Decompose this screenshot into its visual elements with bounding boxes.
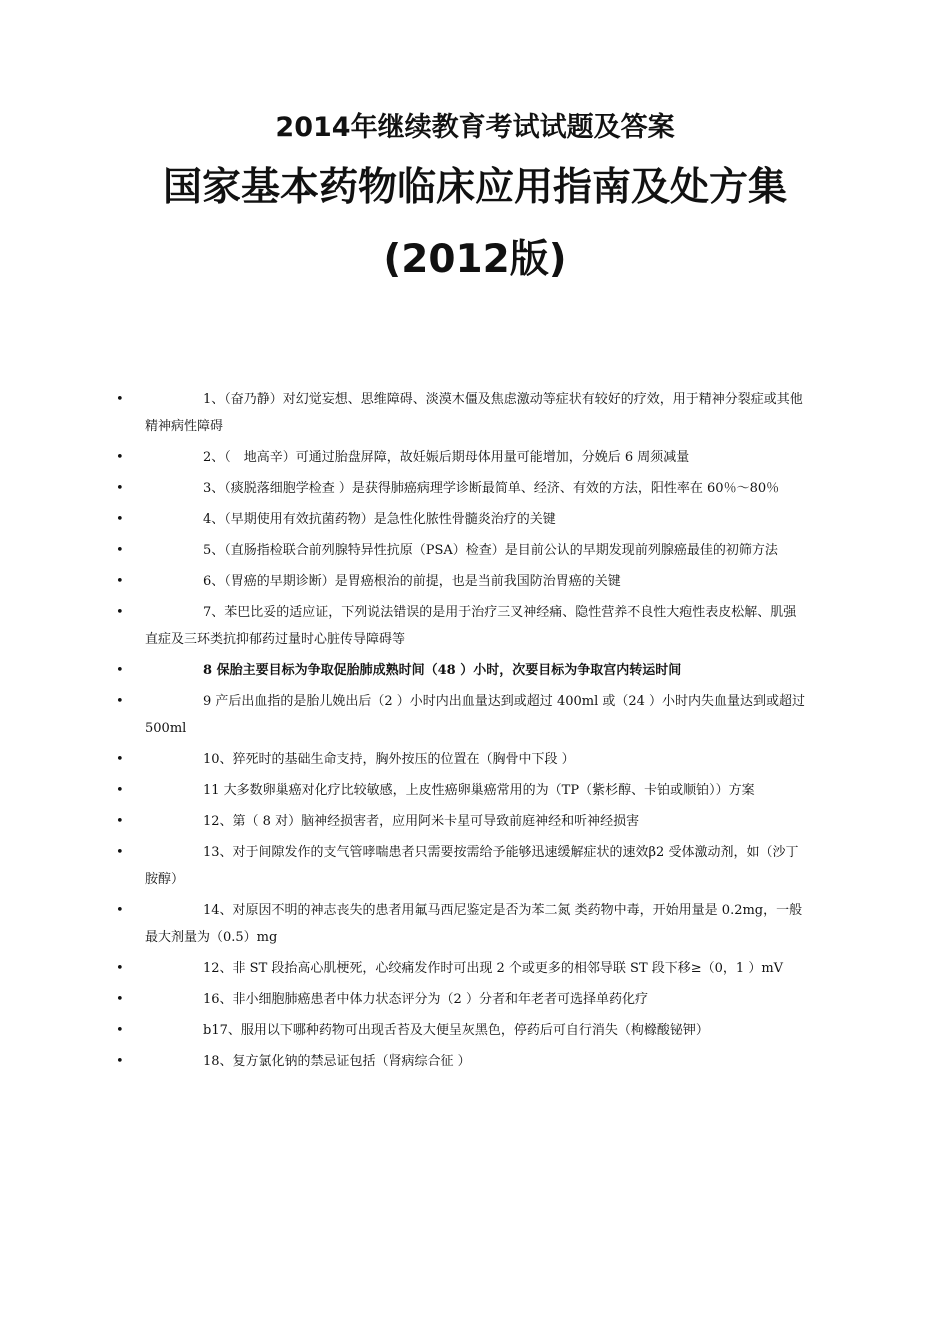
bullet-icon: • bbox=[116, 605, 124, 620]
exam-title: 2014年继续教育考试试题及答案 bbox=[275, 112, 675, 143]
list-item bbox=[0, 386, 950, 440]
bullet-icon: • bbox=[116, 512, 124, 527]
bullet-icon: • bbox=[116, 574, 124, 589]
question-text: 3、（痰脱落细胞学检查 ）是获得肺癌病理学诊断最简单、经济、有效的方法，阳性率在 60％～80％ bbox=[203, 481, 780, 496]
list-item bbox=[0, 568, 950, 595]
question-text: 5、（直肠指检联合前列腺特异性抗原（PSA）检查）是目前公认的早期发现前列腺癌最佳的初筛方法 bbox=[203, 543, 778, 558]
bullet-icon: • bbox=[116, 814, 124, 829]
question-list bbox=[0, 386, 950, 1079]
list-item bbox=[0, 657, 950, 684]
list-item bbox=[0, 808, 950, 835]
bullet-icon: • bbox=[116, 1054, 124, 1069]
bullet-icon: • bbox=[116, 543, 124, 558]
list-item bbox=[0, 955, 950, 982]
question-text: 13、对于间隙发作的支气管哮喘患者只需要按需给予能够迅速缓解症状的速效β2 受体激动剂，如（沙丁胺醇） bbox=[145, 845, 799, 887]
question-text: 16、非小细胞肺癌患者中体力状态评分为（2 ）分者和年老者可选择单药化疗 bbox=[203, 992, 648, 1007]
list-item bbox=[0, 746, 950, 773]
question-text: 18、复方氯化钠的禁忌证包括（肾病综合征 ） bbox=[203, 1054, 471, 1069]
list-item bbox=[0, 897, 950, 951]
bullet-icon: • bbox=[116, 845, 124, 860]
document-header bbox=[0, 108, 950, 296]
question-text: 14、对原因不明的神志丧失的患者用氟马西尼鉴定是否为苯二氮 类药物中毒，开始用量是 0.2mg，一般最大剂量为（0.5）mg bbox=[145, 903, 803, 945]
list-item bbox=[0, 506, 950, 533]
question-text: 12、第（ 8 对）脑神经损害者，应用阿米卡星可导致前庭神经和听神经损害 bbox=[203, 814, 640, 829]
guide-title: 国家基本药物临床应用指南及处方集(2012版) bbox=[162, 165, 787, 282]
list-item bbox=[0, 986, 950, 1013]
bullet-icon: • bbox=[116, 694, 124, 709]
list-item bbox=[0, 688, 950, 742]
bullet-icon: • bbox=[116, 961, 124, 976]
question-text: 10、猝死时的基础生命支持，胸外按压的位置在（胸骨中下段 ） bbox=[203, 752, 575, 767]
list-item bbox=[0, 1048, 950, 1075]
list-item bbox=[0, 777, 950, 804]
question-text: 11 大多数卵巢癌对化疗比较敏感，上皮性癌卵巢癌常用的为（TP（紫杉醇、卡铂或顺铂））方案 bbox=[203, 783, 755, 798]
question-text: 8 保胎主要目标为争取促胎肺成熟时间（48 ）小时，次要目标为争取宫内转运时间 bbox=[203, 663, 682, 678]
bullet-icon: • bbox=[116, 481, 124, 496]
question-text: 4、（早期使用有效抗菌药物）是急性化脓性骨髓炎治疗的关键 bbox=[203, 512, 556, 527]
bullet-icon: • bbox=[116, 450, 124, 465]
bullet-icon: • bbox=[116, 752, 124, 767]
question-text: 9 产后出血指的是胎儿娩出后（2 ）小时内出血量达到或超过 400ml 或（24 ）小时内失血量达到或超过 500ml bbox=[145, 694, 806, 736]
list-item bbox=[0, 444, 950, 471]
question-text: 12、非 ST 段抬高心肌梗死，心绞痛发作时可出现 2 个或更多的相邻导联 ST 段下移≥（0，1 ）mV bbox=[203, 961, 784, 976]
question-text: 6、（胃癌的早期诊断）是胃癌根治的前提，也是当前我国防治胃癌的关键 bbox=[203, 574, 621, 589]
bullet-icon: • bbox=[116, 992, 124, 1007]
question-text: b17、服用以下哪种药物可出现舌苔及大便呈灰黑色，停药后可自行消失（枸橼酸铋钾） bbox=[203, 1023, 709, 1038]
list-item bbox=[0, 1017, 950, 1044]
question-text: 1、（奋乃静）对幻觉妄想、思维障碍、淡漠木僵及焦虑激动等症状有较好的疗效，用于精神分裂症或其他精神病性障碍 bbox=[145, 392, 803, 434]
list-item bbox=[0, 537, 950, 564]
bullet-icon: • bbox=[116, 903, 124, 918]
list-item bbox=[0, 839, 950, 893]
question-text: 7、苯巴比妥的适应证，下列说法错误的是用于治疗三叉神经痛、隐性营养不良性大疱性表皮松解、肌强直症及三环类抗抑郁药过量时心脏传导障碍等 bbox=[145, 605, 797, 647]
question-text: 2、（ 地高辛）可通过胎盘屏障，故妊娠后期母体用量可能增加，分娩后 6 周须减量 bbox=[203, 450, 690, 465]
bullet-icon: • bbox=[116, 392, 124, 407]
list-item bbox=[0, 599, 950, 653]
bullet-icon: • bbox=[116, 783, 124, 798]
bullet-icon: • bbox=[116, 1023, 124, 1038]
list-item bbox=[0, 475, 950, 502]
bullet-icon: • bbox=[116, 663, 124, 678]
